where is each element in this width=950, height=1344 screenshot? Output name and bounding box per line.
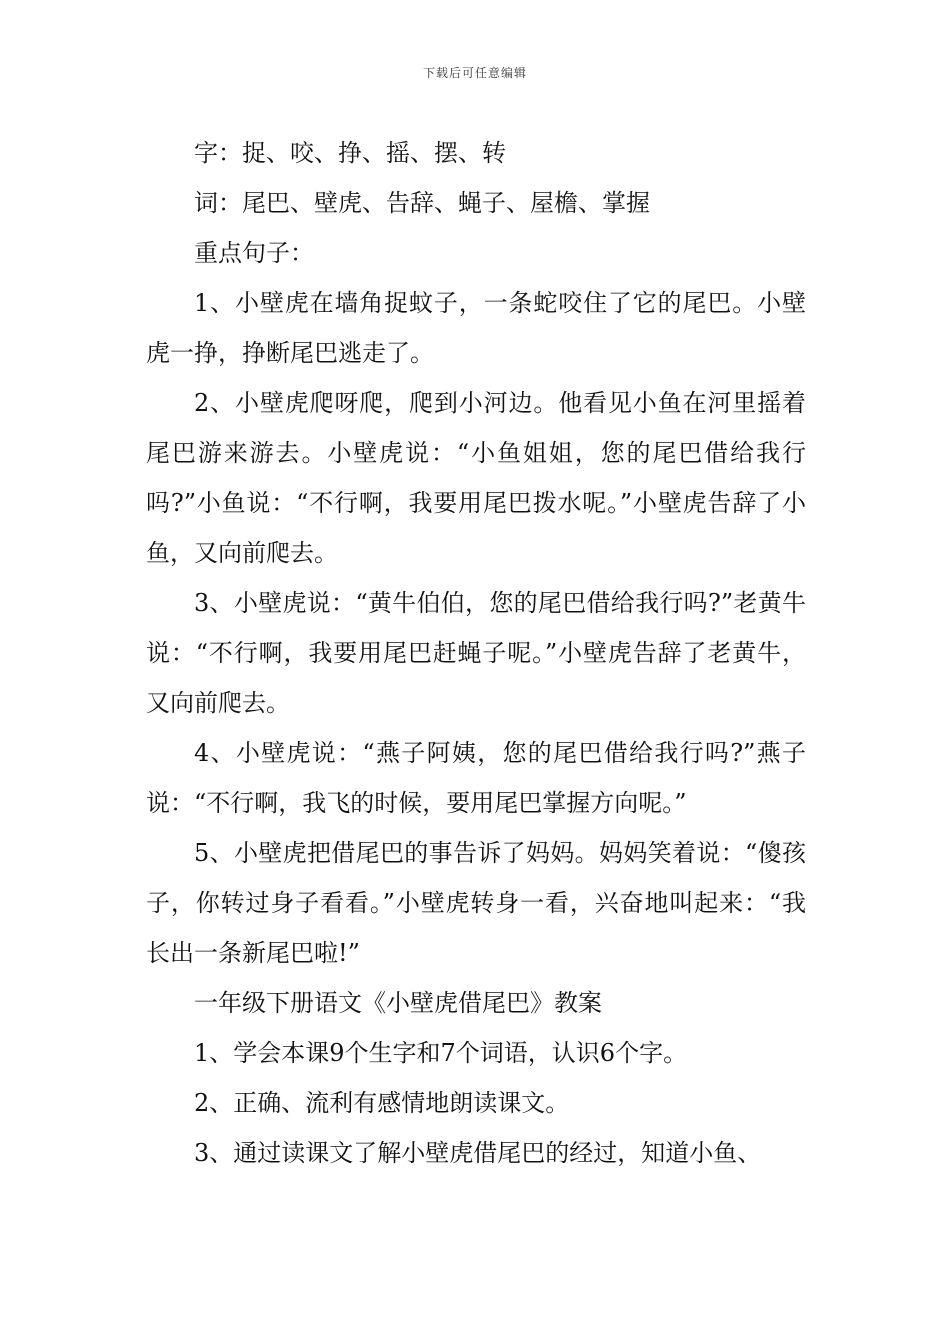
goal-3: 3、通过读课文了解小壁虎借尾巴的经过，知道小鱼、 bbox=[194, 1139, 762, 1167]
goal-2: 2、正确、流利有感情地朗读课文。 bbox=[194, 1089, 570, 1117]
sentence-5: 5、小壁虎把借尾巴的事告诉了妈妈。妈妈笑着说：“傻孩子，你转过身子看看。”小壁虎转身一看，兴奋地叫起来：“我长出一条新尾巴啦!” bbox=[146, 839, 806, 967]
document-body bbox=[146, 128, 806, 1178]
chars-line: 字：捉、咬、挣、摇、摆、转 bbox=[194, 139, 506, 167]
lesson-title: 一年级下册语文《小壁虎借尾巴》教案 bbox=[194, 989, 602, 1017]
sentence-4: 4、小壁虎说：“燕子阿姨，您的尾巴借给我行吗?”燕子说：“不行啊，我飞的时候，要用尾巴掌握方向呢。” bbox=[146, 739, 806, 817]
goal-1: 1、学会本课9个生字和7个词语，认识6个字。 bbox=[194, 1039, 688, 1067]
page-header: 下载后可任意编辑 bbox=[422, 66, 527, 80]
sentence-2: 2、小壁虎爬呀爬，爬到小河边。他看见小鱼在河里摇着尾巴游来游去。小壁虎说：“小鱼姐姐，您的尾巴借给我行吗?”小鱼说：“不行啊，我要用尾巴拨水呢。”小壁虎告辞了小鱼，又向前爬去。 bbox=[146, 389, 806, 567]
words-line: 词：尾巴、壁虎、告辞、蝇子、屋檐、掌握 bbox=[194, 189, 650, 217]
sentence-1: 1、小壁虎在墙角捉蚊子，一条蛇咬住了它的尾巴。小壁虎一挣，挣断尾巴逃走了。 bbox=[146, 289, 806, 367]
key-sentences-title: 重点句子： bbox=[194, 239, 314, 267]
sentence-3: 3、小壁虎说：“黄牛伯伯，您的尾巴借给我行吗?”老黄牛说：“不行啊，我要用尾巴赶蝇子呢。”小壁虎告辞了老黄牛，又向前爬去。 bbox=[146, 589, 806, 717]
